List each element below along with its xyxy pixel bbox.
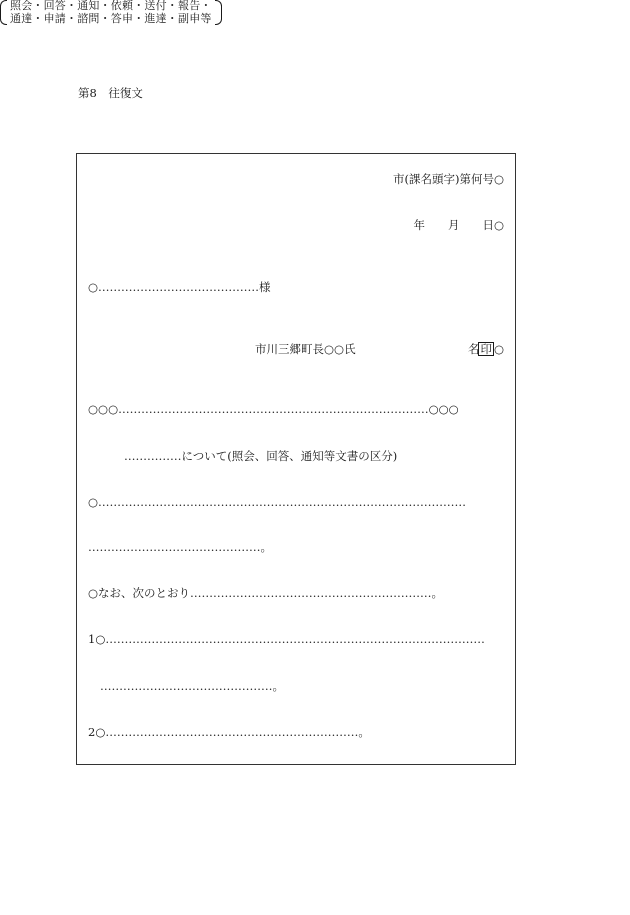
right-bracket xyxy=(215,0,222,25)
left-bracket xyxy=(0,0,7,25)
letter-form-frame xyxy=(76,153,516,765)
item-1-line-2: ………………………………………。 xyxy=(100,679,284,693)
document-types-list xyxy=(7,0,215,25)
addressee-line: ○……………………………………様 xyxy=(88,280,271,294)
note-line: ○なお、次のとおり………………………………………………………。 xyxy=(88,586,444,600)
seal-stamp-icon: 印 xyxy=(480,342,492,356)
seal-line xyxy=(468,342,504,356)
page-heading: 第8 往復文 xyxy=(78,86,143,100)
document-types-bracket xyxy=(0,0,630,25)
body-line-2: ………………………………………。 xyxy=(88,540,272,554)
title-line: ○○○………………………………………………………………………○○○ xyxy=(88,402,459,416)
seal-suffix: ○ xyxy=(493,342,504,356)
sender-name: 市川三郷町長○○氏 xyxy=(255,342,356,356)
subject-line: ……………について(照会、回答、通知等文書の区分) xyxy=(124,449,398,463)
document-types-line-1: 照会・回答・通知・依頼・送付・報告・ xyxy=(10,0,212,12)
item-1-line-1: 1○……………………………………………………………………………………… xyxy=(88,632,485,646)
item-2-line: 2○…………………………………………………………。 xyxy=(88,725,370,739)
doc-number: 市(課名頭字)第何号○ xyxy=(392,172,504,186)
date-line: 年 月 日○ xyxy=(413,218,504,232)
document-types-line-2: 通達・申請・諮問・答申・進達・副申等 xyxy=(10,11,212,25)
body-line-1: ○…………………………………………………………………………………… xyxy=(88,495,467,509)
seal-prefix: 名 xyxy=(467,342,480,356)
